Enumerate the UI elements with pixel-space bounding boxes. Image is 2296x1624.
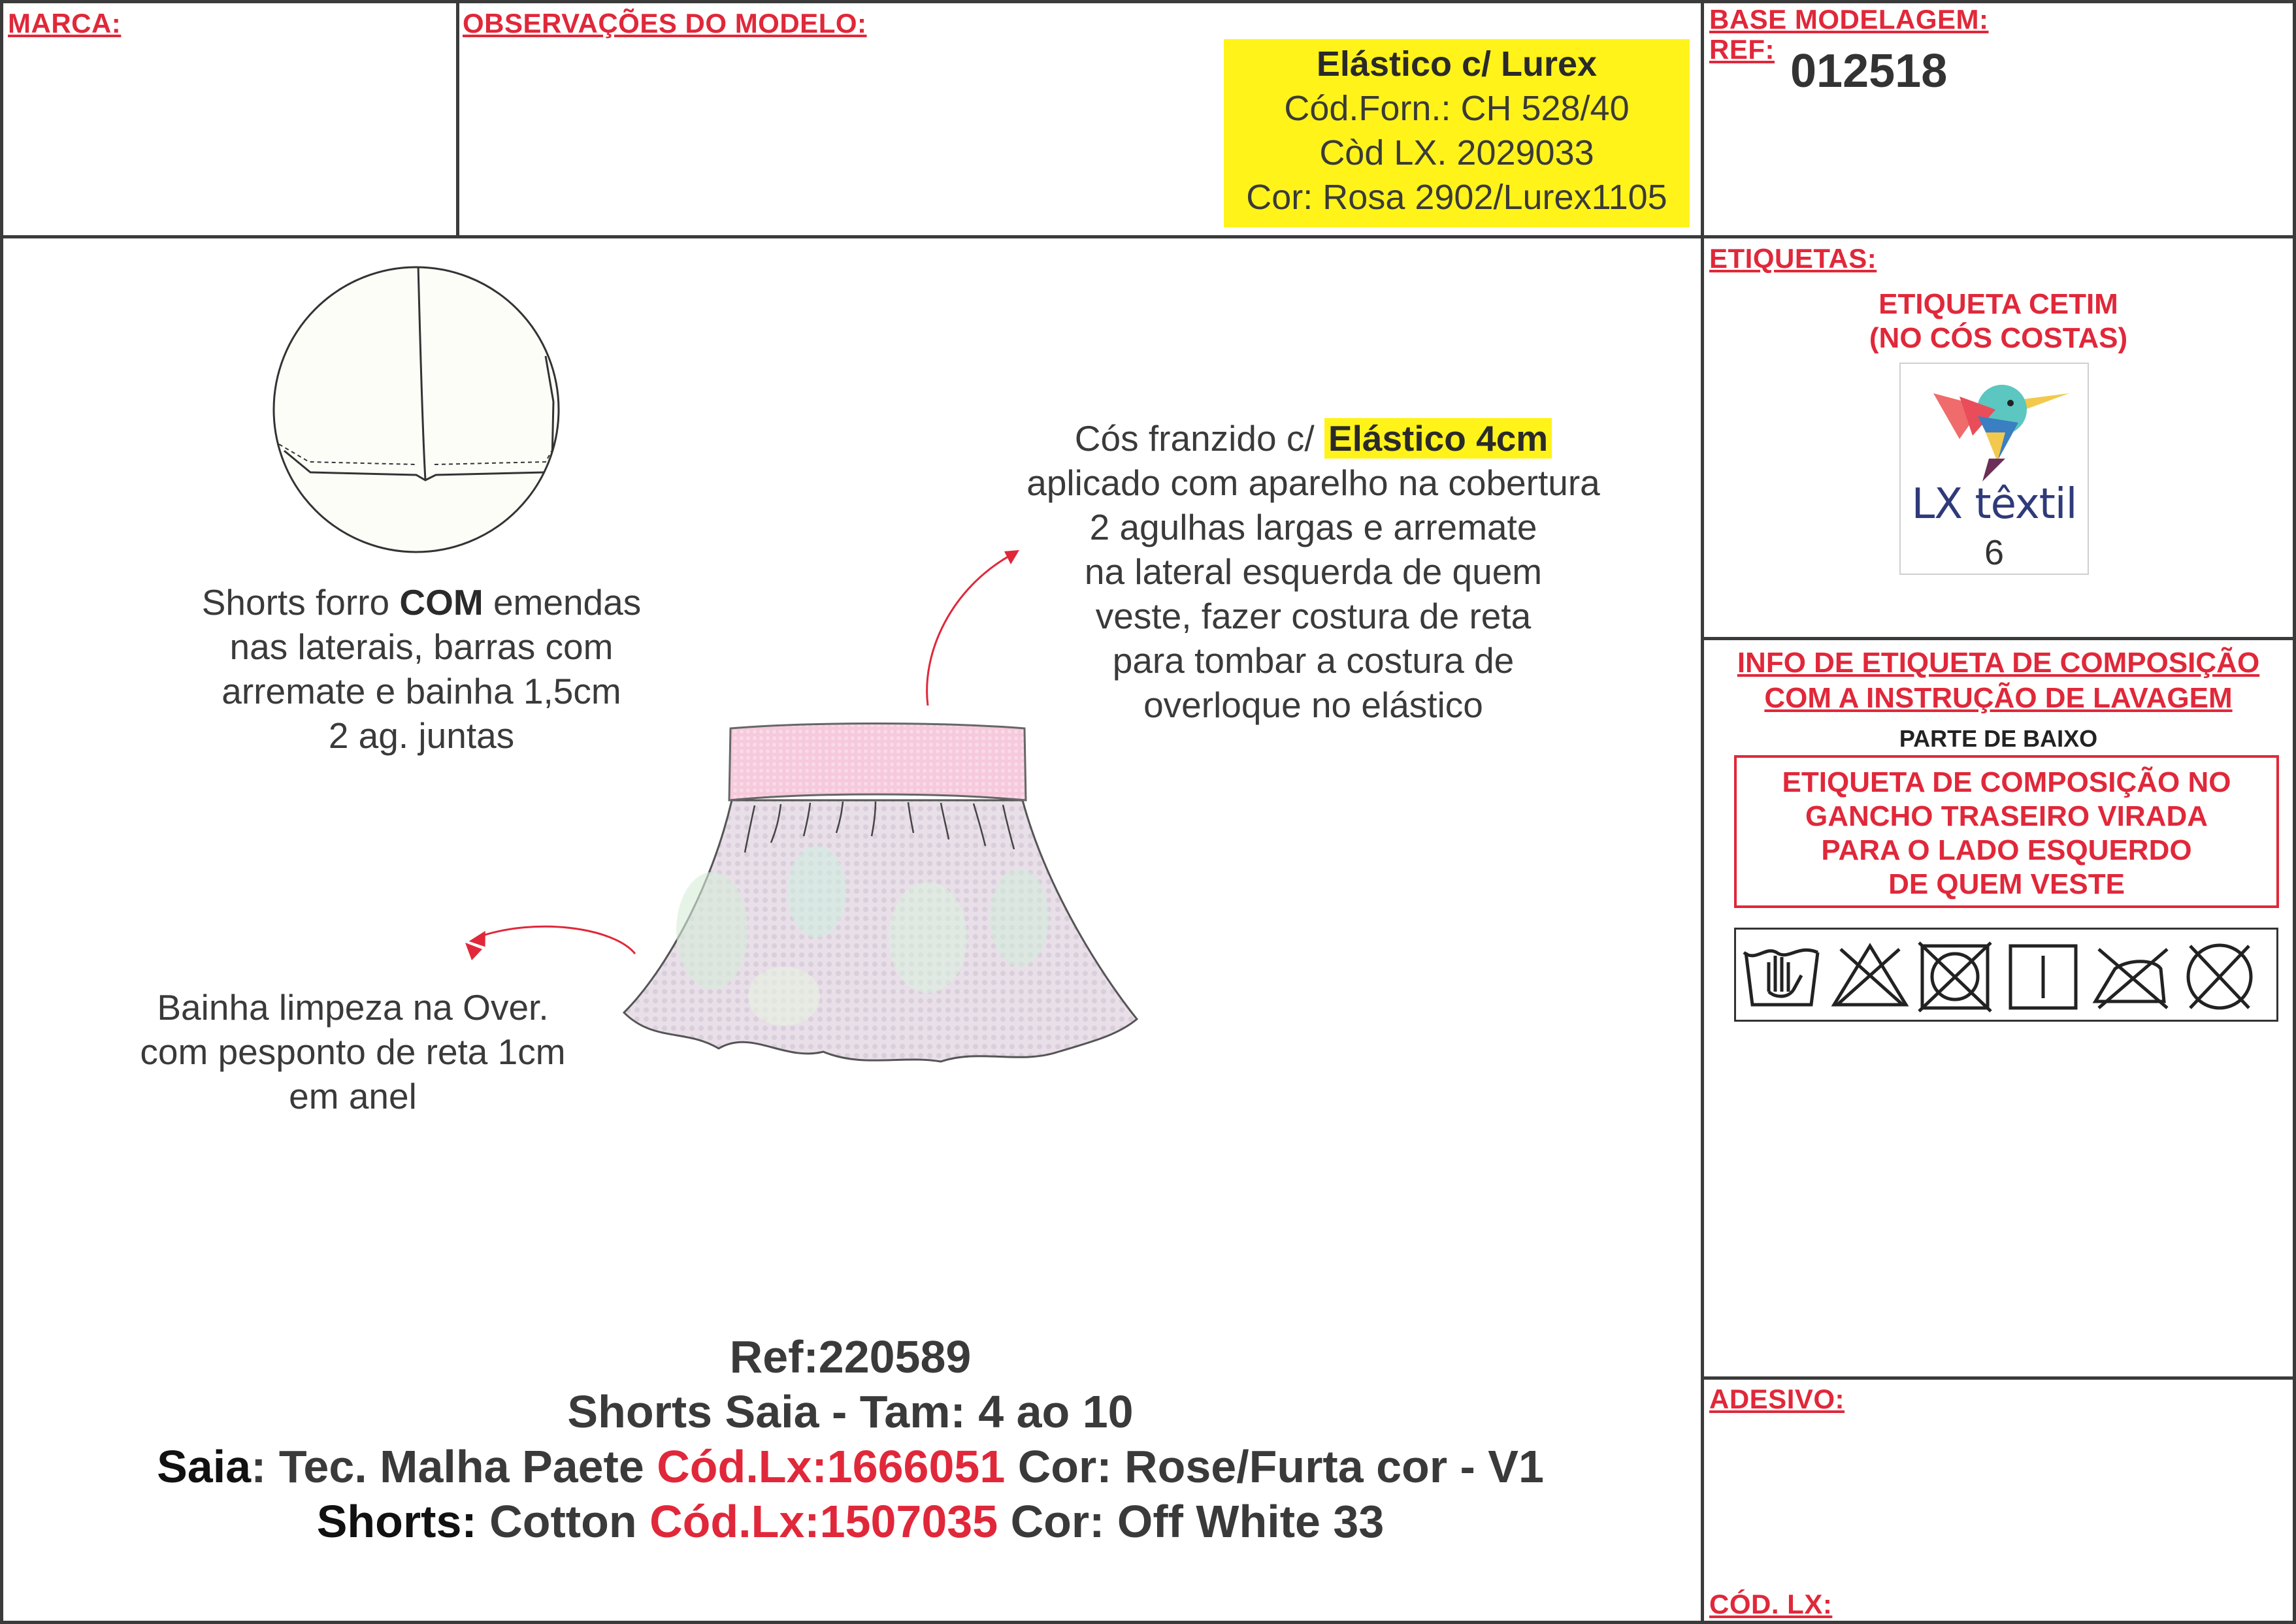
divider-labels-composition [1701,637,2296,640]
product-title: Shorts Saia - Tam: 4 ao 10 [567,1386,1134,1437]
elastic-info-box [1224,39,1690,227]
composition-instruction-box [1734,755,2279,908]
waistband-note [980,416,1647,727]
product-ref: Ref:220589 [729,1331,972,1382]
divider-composition-adhesive [1701,1376,2296,1380]
no-tumble-dry-icon [1919,943,1991,1011]
care-symbols-strip [1734,928,2278,1022]
part-label: PARTE DE BAIXO [1899,725,2098,752]
hem-note-line: com pesponto de reta 1cm [140,1031,566,1072]
divider-brand-obs [456,0,459,236]
satin-label-line: (NO CÓS COSTAS) [1869,322,2128,354]
ref-label: REF: [1709,34,1775,65]
shorts-lining-drawing [271,265,562,555]
lx-code-label: CÓD. LX: [1709,1589,1833,1619]
line-dry-icon [2010,946,2076,1008]
no-bleach-icon [1834,946,1906,1005]
waistband-note-line: para tombar a costura de [1112,640,1515,681]
composition-box-line: ETIQUETA DE COMPOSIÇÃO NO [1782,766,2231,798]
waistband-note-line: veste, fazer costura de reta [1095,596,1532,636]
shorts-lining-note [131,580,712,758]
composition-box-line: DE QUEM VESTE [1888,868,2125,900]
hem-note [72,985,634,1118]
shorts-label: Shorts: [316,1496,477,1547]
hem-note-line: Bainha limpeza na Over. [157,987,549,1028]
observations-label: OBSERVAÇÕES DO MODELO: [463,8,867,39]
divider-header-bottom [0,235,2296,238]
satin-label-text [1704,287,2293,355]
skirt-fabric-line [0,1439,1701,1494]
skirt-color: Cor: Rose/Furta cor - V1 [1005,1441,1544,1492]
waistband-note-line: aplicado com aparelho na cobertura [1026,463,1600,503]
base-modeling-label: BASE MODELAGEM: [1709,4,1989,35]
skirt-label: Saia [157,1441,252,1492]
composition-title-line: INFO DE ETIQUETA DE COMPOSIÇÃO [1737,647,2260,679]
composition-box-line: GANCHO TRASEIRO VIRADA [1805,800,2208,832]
skirt-drawing [614,722,1143,1075]
adhesive-label: ADESIVO: [1709,1384,1845,1414]
hummingbird-icon [1920,370,2077,485]
skirt-desc: : Tec. Malha Paete [251,1441,657,1492]
shorts-note-line: 2 ag. juntas [328,715,515,756]
waistband-note-line: na lateral esquerda de quem [1084,551,1543,592]
waistband-elastic-highlight: Elástico 4cm [1324,418,1552,459]
shorts-note-bold: COM [399,582,484,623]
border-bottom [0,1621,2296,1624]
satin-label-line: ETIQUETA CETIM [1878,288,2118,320]
shorts-note-prefix: Shorts forro [201,582,400,623]
lx-textil-logo-text: LX têxtil [1911,480,2077,528]
ref-value: 012518 [1790,45,1948,97]
waistband-note-line: overloque no elástico [1143,685,1483,725]
hand-wash-icon [1744,950,1818,1005]
composition-title-line: COM A INSTRUÇÃO DE LAVAGEM [1764,682,2233,714]
waistband-note-line: 2 agulhas largas e arremate [1089,507,1537,547]
composition-box-line: PARA O LADO ESQUERDO [1821,834,2192,866]
brand-label: MARCA: [8,8,122,39]
hem-note-line: em anel [289,1076,417,1116]
skirt-code: Cód.Lx:1666051 [657,1441,1006,1492]
elastic-supplier-code: Cód.Forn.: CH 528/40 [1284,89,1630,128]
labels-title: ETIQUETAS: [1709,243,1877,274]
elastic-title: Elástico c/ Lurex [1316,44,1598,84]
elastic-color: Cor: Rosa 2902/Lurex1105 [1246,178,1667,217]
shorts-note-line: arremate e bainha 1,5cm [221,671,621,711]
border-right [2293,0,2296,1624]
label-size: 6 [1984,533,2005,572]
elastic-lx-code: Còd LX. 2029033 [1319,133,1594,172]
border-top [0,0,2296,3]
composition-title [1704,645,2293,716]
product-description [0,1329,1701,1549]
shorts-color: Cor: Off White 33 [998,1496,1385,1547]
shorts-code: Cód.Lx:1507035 [649,1496,998,1547]
shorts-note-suffix: emendas [483,582,642,623]
shorts-fabric-line [0,1494,1701,1549]
waistband-note-prefix: Cós franzido c/ [1074,418,1324,459]
no-iron-icon [2095,949,2167,1008]
shorts-note-line: nas laterais, barras com [229,626,614,667]
no-dry-clean-icon [2188,945,2251,1008]
lx-textil-logo-label [1899,363,2089,575]
shorts-desc: Cotton [476,1496,650,1547]
divider-right-column [1701,0,1704,1624]
